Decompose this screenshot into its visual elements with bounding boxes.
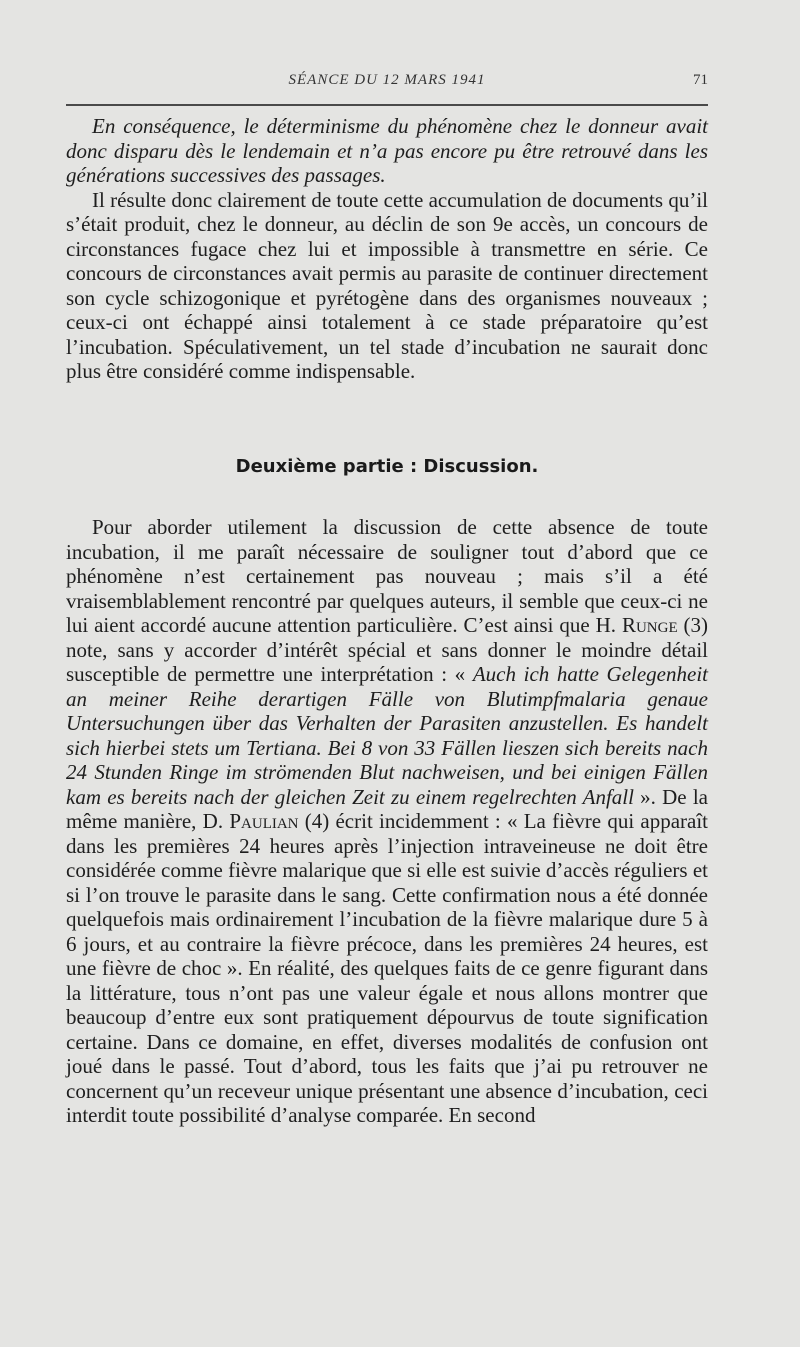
- german-quotation: Auch ich hatte Gelegenheit an meiner Reihe derartigen Fälle von Blutimpfmalaria genaue Untersuchungen über das Verhalten der Parasiten anzustellen. Es handelt sich hierbei stets um Tertiana. Bei 8 von 33 Fällen lieszen sich bereits nach 24 Stunden Ringe im strömenden Blut nachweisen, und bei einigen Fällen kam es bereits nach der gleichen Zeit zu einem regelrechten Anfall: [66, 662, 708, 809]
- running-header: [66, 72, 708, 94]
- section-heading: Deuxième partie : Discussion.: [235, 456, 539, 477]
- author-paulian: Paulian: [229, 809, 299, 833]
- header-rule: [66, 104, 708, 106]
- first-text-block: [66, 114, 708, 384]
- header-title: SÉANCE DU 12 MARS 1941: [288, 72, 486, 88]
- author-runge: Runge: [621, 613, 678, 637]
- discussion-text-mid-1: (3) note, sans y accorder d’intérêt spécial et sans donner le moindre détail susceptible de permettre une interprétation : «: [66, 613, 709, 686]
- discussion-text-end: (4) écrit incidemment : « La fièvre qui apparaît dans les premières 24 heures après l’injection intraveineuse ne doit être considérée comme fièvre malarique que si elle est suivie d’accès réguliers et si l’on trouve le parasite dans le sang. Cette confirmation nous a été donnée quelquefois mais ordinairement l’incubation de la fièvre malarique dure 5 à 6 jours, et au contraire la fièvre précoce, dans les premières 24 heures, est une fièvre de choc ». En réalité, des quelques faits de ce genre figurant dans la littérature, tous n’ont pas une valeur égale et nous allons montrer que beaucoup d’entre eux sont pratiquement dépourvus de toute signification certaine. Dans ce domaine, en effet, diverses modalités de confusion ont joué dans le passé. Tout d’abord, tous les faits que j’ai pu retrouver ne concernent qu’un receveur unique présentant une absence d’incubation, ceci interdit toute possibilité d’analyse comparée. En second: [66, 809, 709, 1127]
- discussion-text-mid-2: ». De la même manière, D.: [66, 784, 708, 833]
- discussion-block: [66, 515, 708, 1128]
- intro-italic-paragraph: En conséquence, le déterminisme du phénomène chez le donneur avait donc disparu dès le lendemain et n’a pas encore pu être retrouvé dans les générations successives des passages.: [66, 114, 708, 187]
- conclusion-paragraph: Il résulte donc clairement de toute cette accumulation de documents qu’il s’était produit, chez le donneur, au déclin de son 9e accès, un concours de circonstances fugace chez lui et impossible à transmettre en série. Ce concours de circonstances avait permis au parasite de continuer directement son cycle schizogonique et pyrétogène dans des organismes nouveaux ; ceux-ci ont échappé ainsi totalement à ce stade préparatoire qu’est l’incubation. Spéculativement, un tel stade d’incubation ne saurait donc plus être considéré comme indispensable.: [66, 187, 708, 383]
- page-number: 71: [693, 72, 708, 88]
- discussion-paragraph: [66, 515, 708, 1128]
- discussion-text-start: Pour aborder utilement la discussion de cette absence de toute incubation, il me paraît nécessaire de souligner tout d’abord que ce phénomène n’est certainement pas nouveau ; mais s’il a été vraisemblablement rencontré par quelques auteurs, il semble que ceux-ci ne lui aient accordé aucune attention particulière. C’est ainsi que H.: [66, 515, 708, 637]
